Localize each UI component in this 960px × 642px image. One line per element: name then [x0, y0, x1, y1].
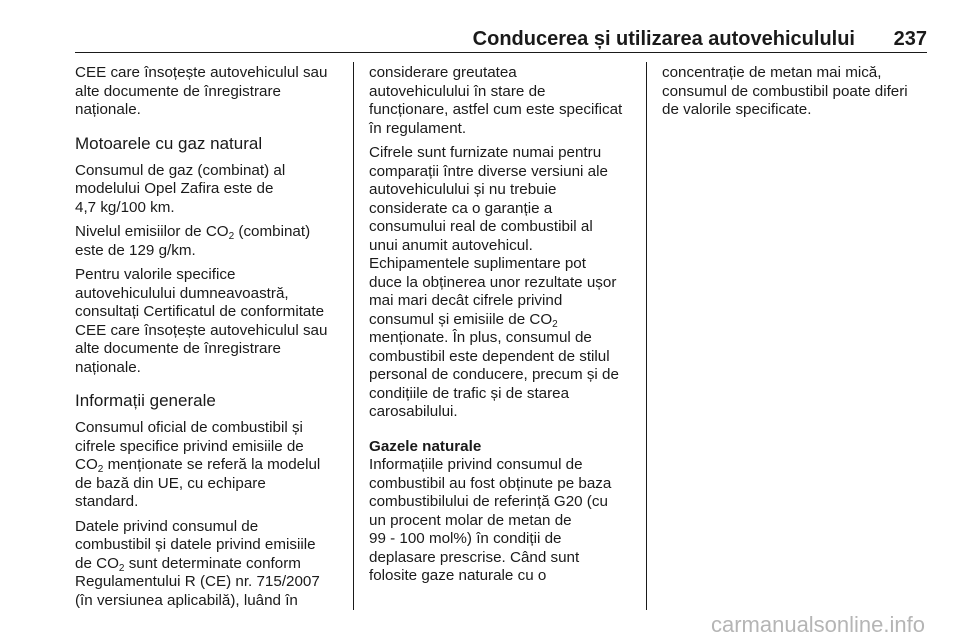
- text-fragment: menționate se referă la modelul: [103, 456, 321, 473]
- text-line: combustibil și datele privind emisiile: [75, 536, 316, 553]
- text-line: Datele privind consumul de: [75, 517, 259, 535]
- subscript: 2: [552, 318, 558, 330]
- text-line: modelului Opel Zafira este de: [75, 180, 274, 197]
- text-line: concentrație de metan mai mică,: [662, 64, 882, 81]
- text-line: de valorile specificate.: [662, 101, 812, 118]
- subscript: 2: [118, 562, 125, 574]
- paragraph: [75, 162, 343, 218]
- text-line: combustibil este dependent de stilul: [369, 347, 610, 365]
- text-line: (în versiunea aplicabilă), luând în: [75, 591, 298, 609]
- text-line: este de 129 g/km.: [75, 241, 196, 259]
- page-number: 237: [893, 28, 927, 50]
- text-line: comparații între diverse versiuni ale: [369, 162, 608, 180]
- text-line: autovehiculului dumneavoastră,: [75, 284, 289, 302]
- paragraph: [75, 64, 343, 120]
- column-divider-2: [646, 62, 647, 610]
- text-line: Consumul de gaz (combinat) al: [75, 161, 286, 179]
- text-line: Pentru valorile specifice: [75, 266, 236, 283]
- text-line: personal de conducere, precum și de: [369, 366, 619, 383]
- text-line: Consumul oficial de combustibil și: [75, 419, 303, 436]
- text-line: considerate ca o garanție a: [369, 199, 553, 217]
- subscript: 2: [97, 464, 104, 475]
- paragraph: [369, 144, 641, 422]
- text-line: Regulamentului R (CE) nr. 715/2007: [75, 573, 320, 590]
- text-line: mai mari decât cifrele privind: [369, 292, 563, 309]
- page-title: Conducerea și utilizarea autovehiculului: [472, 28, 855, 50]
- column-1: [75, 64, 343, 616]
- section-heading-natural-gas-engines: Motoarele cu gaz natural: [75, 133, 263, 153]
- text-line: în regulament.: [369, 119, 467, 137]
- text-line: Informațiile privind consumul de: [369, 456, 583, 473]
- column-2: [369, 64, 641, 592]
- text-line: deplasare prescrise. Când sunt: [369, 548, 580, 566]
- text-line: alte documente de înregistrare: [75, 340, 281, 357]
- text-line: Cifrele sunt furnizate numai pentru: [369, 144, 602, 161]
- text-fragment: Nivelul emisiilor de CO: [75, 223, 229, 240]
- text-fragment: sunt determinate conform: [124, 554, 301, 572]
- text-line: 4,7 kg/100 km.: [75, 198, 175, 216]
- text-line: naționale.: [75, 358, 141, 376]
- subscript: 2: [228, 231, 235, 242]
- paragraph: [75, 266, 343, 377]
- text-line: alte documente de înregistrare: [75, 82, 281, 100]
- text-line: consumului real de combustibil al: [369, 218, 593, 235]
- paragraph: [75, 223, 343, 260]
- text-line: condițiile de trafic și de starea: [369, 384, 570, 402]
- text-line: standard.: [75, 493, 139, 510]
- text-line: considerare greutatea: [369, 64, 517, 81]
- text-line: autovehiculului în stare de: [369, 82, 546, 100]
- paragraph: [369, 64, 641, 138]
- text-line: CEE care însoțește autovehiculul sau: [75, 64, 328, 81]
- text-line: duce la obținerea unor rezultate ușor: [369, 273, 617, 291]
- text-line: consultați Certificatul de conformitate: [75, 303, 325, 320]
- text-line: CEE care însoțește autovehiculul sau: [75, 321, 328, 339]
- column-divider-1: [353, 62, 354, 610]
- text-line: folosite gaze naturale cu o: [369, 567, 547, 584]
- text-fragment: (combinat): [234, 223, 311, 240]
- paragraph: [662, 64, 930, 120]
- section-subheading-natural-gases: Gazele naturale: [369, 437, 482, 455]
- watermark: carmanualsonline.info: [710, 612, 925, 637]
- text-line: autovehiculului și nu trebuie: [369, 181, 557, 198]
- text-line: Echipamentele suplimentare pot: [369, 255, 586, 272]
- column-3: [662, 64, 930, 126]
- section-heading-general-information: Informații generale: [75, 391, 216, 410]
- paragraph: [369, 456, 641, 586]
- text-line: cifrele specifice privind emisiile de: [75, 437, 304, 455]
- text-line: [75, 555, 343, 574]
- text-line: unui anumit autovehicul.: [369, 236, 533, 254]
- text-line: 99 - 100 mol%) în condiții de: [369, 530, 562, 547]
- paragraph: [75, 419, 343, 512]
- text-line: un procent molar de metan de: [369, 511, 572, 529]
- text-fragment: consumul și emisiile de CO: [369, 310, 553, 328]
- text-line: [75, 223, 343, 242]
- text-line: combustibilului de referință G20 (cu: [369, 493, 608, 510]
- text-line: carosabilului.: [369, 403, 458, 420]
- paragraph: [75, 518, 343, 611]
- text-fragment: de CO: [75, 554, 119, 572]
- text-line: combustibil au fost obținute pe baza: [369, 474, 612, 492]
- text-line: funcționare, astfel cum este specificat: [369, 101, 623, 118]
- text-line: de bază din UE, cu echipare: [75, 474, 266, 492]
- text-line: [75, 456, 343, 475]
- text-line: consumul de combustibil poate diferi: [662, 82, 908, 100]
- text-line: [369, 311, 641, 330]
- text-line: naționale.: [75, 101, 141, 118]
- header-divider: [75, 52, 927, 53]
- text-line: menționate. În plus, consumul de: [369, 329, 592, 346]
- text-fragment: CO: [75, 456, 98, 473]
